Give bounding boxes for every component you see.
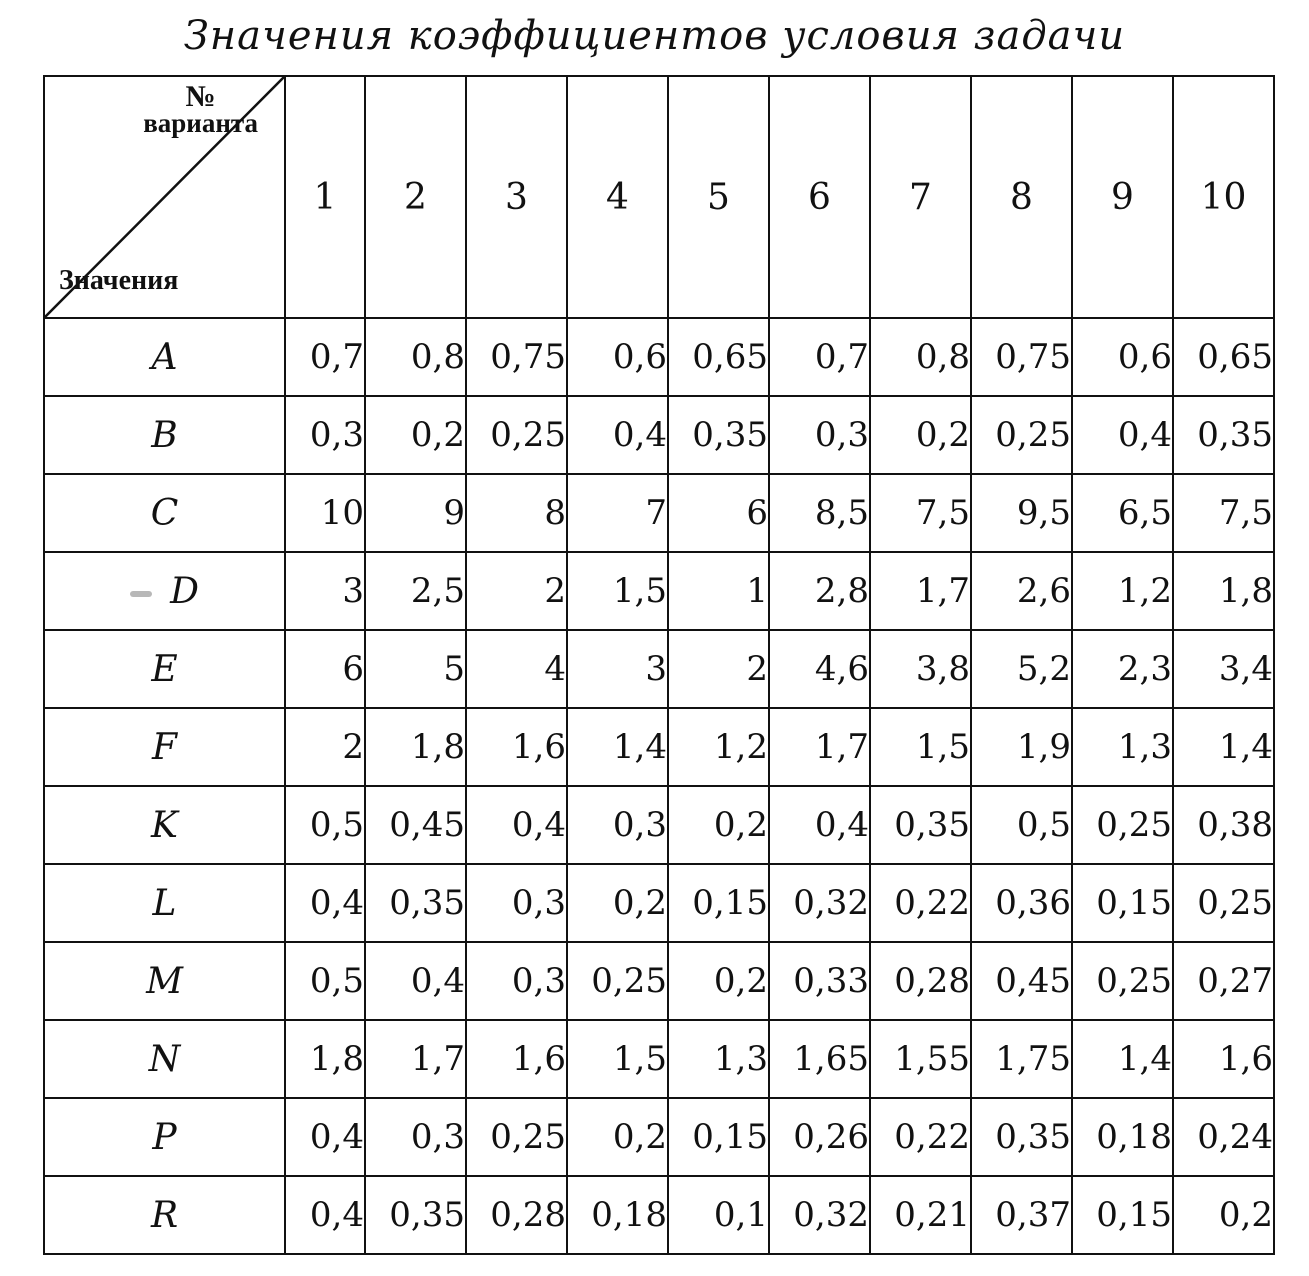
value-cell: 0,35 [1173,396,1274,474]
value-cell: 0,75 [971,318,1072,396]
value-cell: 0,25 [466,396,567,474]
value-cell: 0,5 [285,786,365,864]
value-cell: 0,36 [971,864,1072,942]
value-cell: 0,21 [870,1176,971,1254]
value-cell: 0,33 [769,942,870,1020]
value-cell: 0,38 [1173,786,1274,864]
value-cell: 0,22 [870,1098,971,1176]
value-cell: 0,4 [466,786,567,864]
value-cell: 3,8 [870,630,971,708]
value-cell: 1,8 [1173,552,1274,630]
value-cell: 0,24 [1173,1098,1274,1176]
value-cell: 0,6 [1072,318,1173,396]
variant-word: варианта [143,108,258,138]
value-cell: 0,65 [1173,318,1274,396]
value-cell: 0,4 [285,1098,365,1176]
value-cell: 0,8 [365,318,466,396]
variant-header-9: 9 [1072,76,1173,318]
table-row [44,708,1274,786]
value-cell: 1,7 [769,708,870,786]
value-cell: 0,2 [567,1098,668,1176]
value-cell: 1,75 [971,1020,1072,1098]
value-cell: 0,2 [870,396,971,474]
value-cell: 9,5 [971,474,1072,552]
value-cell: 0,35 [365,1176,466,1254]
variant-header-4: 4 [567,76,668,318]
value-cell: 1,6 [466,708,567,786]
row-label: R [44,1176,285,1254]
value-cell: 1,3 [1072,708,1173,786]
value-cell: 0,2 [1173,1176,1274,1254]
table-row [44,396,1274,474]
table-body [44,318,1274,1254]
table-row [44,552,1274,630]
value-cell: 0,6 [567,318,668,396]
value-cell: 0,3 [466,864,567,942]
variant-header-10: 10 [1173,76,1274,318]
value-cell: 0,18 [1072,1098,1173,1176]
row-label-cell [44,552,285,630]
row-label: B [44,396,285,474]
value-cell: 7,5 [1173,474,1274,552]
value-cell: 2,3 [1072,630,1173,708]
value-cell: 1,8 [365,708,466,786]
value-cell: 1,6 [466,1020,567,1098]
coefficients-table [43,75,1275,1255]
value-cell: 1,6 [1173,1020,1274,1098]
value-cell: 1,7 [870,552,971,630]
value-cell: 0,32 [769,864,870,942]
value-cell: 2,8 [769,552,870,630]
table-row [44,942,1274,1020]
value-cell: 6,5 [1072,474,1173,552]
value-cell: 0,8 [870,318,971,396]
row-label: L [44,864,285,942]
table-row [44,1020,1274,1098]
variant-header-1: 1 [285,76,365,318]
row-label: A [44,318,285,396]
value-cell: 0,2 [567,864,668,942]
value-cell: 0,5 [971,786,1072,864]
value-cell: 2 [285,708,365,786]
value-cell: 0,25 [1072,942,1173,1020]
number-sign: № [185,80,216,113]
value-cell: 4,6 [769,630,870,708]
value-cell: 0,18 [567,1176,668,1254]
value-cell: 0,28 [466,1176,567,1254]
table-row [44,864,1274,942]
row-label: C [44,474,285,552]
corner-header-cell [44,76,285,318]
value-cell: 0,5 [285,942,365,1020]
value-cell: 0,4 [285,1176,365,1254]
value-cell: 6 [668,474,769,552]
value-cell: 0,3 [365,1098,466,1176]
value-cell: 0,7 [769,318,870,396]
value-cell: 7,5 [870,474,971,552]
variant-header-6: 6 [769,76,870,318]
value-cell: 0,4 [1072,396,1173,474]
value-cell: 1,4 [1072,1020,1173,1098]
value-cell: 1,5 [567,552,668,630]
value-cell: 3 [567,630,668,708]
value-cell: 0,15 [1072,1176,1173,1254]
value-cell: 1,65 [769,1020,870,1098]
value-cell: 1,3 [668,1020,769,1098]
value-cell: 0,4 [365,942,466,1020]
variant-header-5: 5 [668,76,769,318]
value-cell: 0,75 [466,318,567,396]
value-cell: 0,15 [668,864,769,942]
variant-header-8: 8 [971,76,1072,318]
value-cell: 0,28 [870,942,971,1020]
value-cell: 0,45 [365,786,466,864]
value-cell: 2,5 [365,552,466,630]
header-row [44,76,1274,318]
table-title: Значения коэффициентов условия задачи [183,13,1126,59]
value-cell: 0,3 [285,396,365,474]
row-label: D [170,570,199,612]
value-cell: 1,2 [1072,552,1173,630]
row-label: M [44,942,285,1020]
value-cell: 0,2 [365,396,466,474]
table-row [44,318,1274,396]
row-label: F [44,708,285,786]
value-cell: 2 [466,552,567,630]
value-cell: 0,22 [870,864,971,942]
table-row [44,474,1274,552]
value-cell: 0,26 [769,1098,870,1176]
value-cell: 1,9 [971,708,1072,786]
value-cell: 0,3 [567,786,668,864]
values-label: Значения [59,265,179,296]
value-cell: 0,2 [668,942,769,1020]
value-cell: 3,4 [1173,630,1274,708]
table-row [44,786,1274,864]
scan-artifact [130,591,152,597]
value-cell: 6 [285,630,365,708]
variant-header-7: 7 [870,76,971,318]
value-cell: 0,25 [971,396,1072,474]
value-cell: 0,15 [668,1098,769,1176]
value-cell: 0,35 [870,786,971,864]
value-cell: 0,27 [1173,942,1274,1020]
value-cell: 0,25 [1173,864,1274,942]
row-label: K [44,786,285,864]
value-cell: 1,2 [668,708,769,786]
value-cell: 0,35 [365,864,466,942]
table-row [44,1176,1274,1254]
value-cell: 5 [365,630,466,708]
value-cell: 0,1 [668,1176,769,1254]
value-cell: 0,3 [466,942,567,1020]
value-cell: 1,4 [1173,708,1274,786]
value-cell: 4 [466,630,567,708]
value-cell: 5,2 [971,630,1072,708]
value-cell: 0,32 [769,1176,870,1254]
value-cell: 0,3 [769,396,870,474]
value-cell: 1,5 [567,1020,668,1098]
value-cell: 2 [668,630,769,708]
value-cell: 1,7 [365,1020,466,1098]
value-cell: 8,5 [769,474,870,552]
value-cell: 1,4 [567,708,668,786]
row-label: N [44,1020,285,1098]
value-cell: 0,25 [1072,786,1173,864]
variant-number-label [143,80,258,138]
value-cell: 0,7 [285,318,365,396]
row-label: E [44,630,285,708]
value-cell: 0,37 [971,1176,1072,1254]
value-cell: 7 [567,474,668,552]
table-row [44,630,1274,708]
value-cell: 0,65 [668,318,769,396]
value-cell: 1,8 [285,1020,365,1098]
value-cell: 0,4 [567,396,668,474]
value-cell: 3 [285,552,365,630]
value-cell: 9 [365,474,466,552]
value-cell: 0,35 [971,1098,1072,1176]
value-cell: 0,45 [971,942,1072,1020]
value-cell: 0,25 [466,1098,567,1176]
value-cell: 0,2 [668,786,769,864]
value-cell: 0,15 [1072,864,1173,942]
table-row [44,1098,1274,1176]
value-cell: 1 [668,552,769,630]
value-cell: 0,35 [668,396,769,474]
value-cell: 0,25 [567,942,668,1020]
value-cell: 1,55 [870,1020,971,1098]
row-label: P [44,1098,285,1176]
value-cell: 0,4 [769,786,870,864]
variant-header-3: 3 [466,76,567,318]
value-cell: 1,5 [870,708,971,786]
value-cell: 2,6 [971,552,1072,630]
value-cell: 0,4 [285,864,365,942]
variant-header-2: 2 [365,76,466,318]
value-cell: 10 [285,474,365,552]
value-cell: 8 [466,474,567,552]
